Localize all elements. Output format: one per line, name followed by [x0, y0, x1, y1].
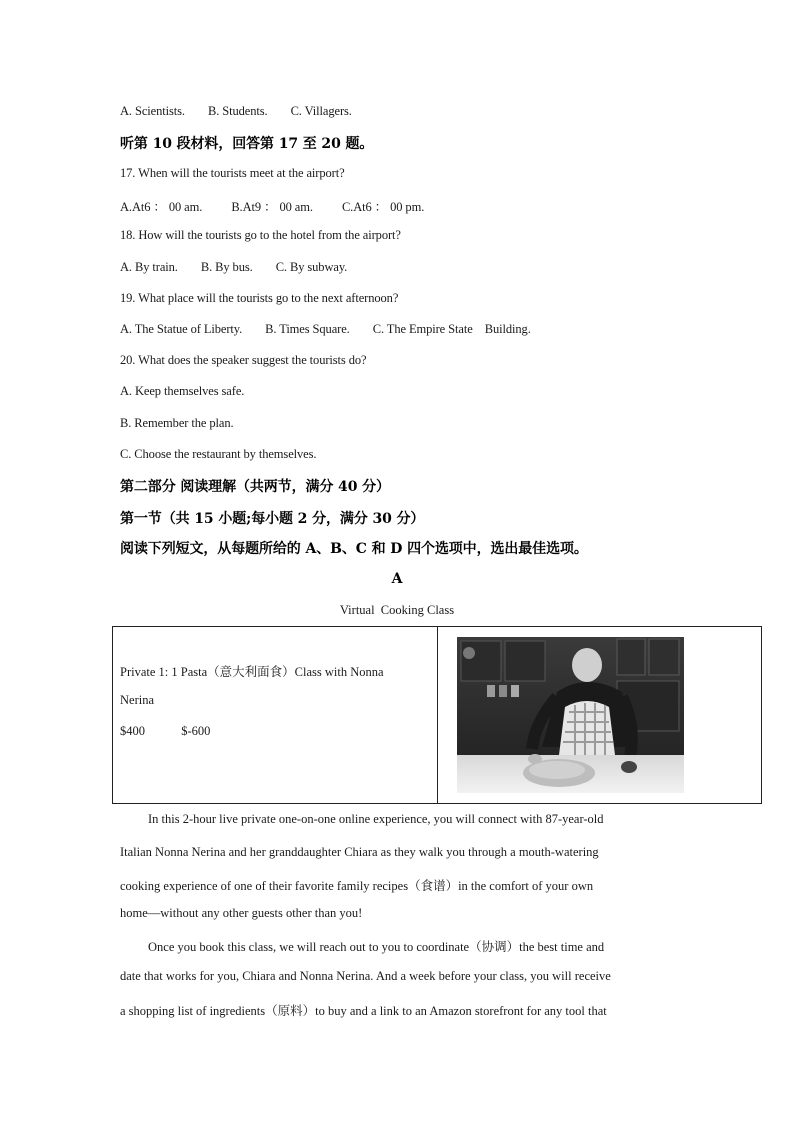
q17-question: 17. When will the tourists meet at the airport?	[120, 166, 345, 180]
q18-option-c: C. By subway.	[275, 260, 348, 274]
q17-option-c: C.At6 ： 00 pm.	[341, 200, 425, 214]
class-card	[112, 626, 762, 804]
q19-option-b: B. Times Square.	[265, 322, 350, 336]
paragraph1-line1: In this 2-hour live private one-on-one online experience, you will connect with 87-year-old	[148, 812, 604, 826]
paragraph2-line3: a shopping list of ingredients（原料）to buy and a link to an Amazon storefront for any tool that	[120, 1004, 607, 1018]
passage-letter: A	[391, 571, 403, 587]
price-high: $-600	[181, 724, 211, 738]
q19-option-c: C. The Empire State Building.	[372, 322, 531, 336]
q16-option-a: A. Scientists.	[120, 104, 185, 118]
q19-question: 19. What place will the tourists go to the next afternoon?	[120, 291, 399, 305]
card-divider	[437, 627, 438, 803]
section1-heading: 第一节（共 15 小题;每小题 2 分，满分 30 分）	[120, 511, 425, 527]
q16-option-c: C. Villagers.	[290, 104, 352, 118]
q18-option-b: B. By bus.	[200, 260, 253, 274]
q20-option-a: A. Keep themselves safe.	[120, 384, 245, 398]
part2-heading: 第二部分 阅读理解（共两节，满分 40 分）	[120, 479, 390, 495]
q20-option-b: B. Remember the plan.	[120, 416, 234, 430]
reading-instruction: 阅读下列短文，从每题所给的 A、B、C 和 D 四个选项中，选出最佳选项。	[120, 541, 588, 557]
section10-heading: 听第 10 段材料，回答第 17 至 20 题。	[120, 136, 374, 152]
paragraph1-line4: home—without any other guests other than you!	[120, 906, 363, 920]
q16-option-b: B. Students.	[207, 104, 268, 118]
card-title-line1: Private 1: 1 Pasta（意大利面食）Class with Nonna	[120, 665, 384, 679]
paragraph1-line2: Italian Nonna Nerina and her granddaughter Chiara as they walk you through a mouth-watering	[120, 845, 599, 859]
paragraph2-line2: date that works for you, Chiara and Nonna Nerina. And a week before your class, you will receive	[120, 969, 611, 983]
q19-option-a: A. The Statue of Liberty.	[120, 322, 243, 336]
card-price	[120, 724, 210, 739]
q18-question: 18. How will the tourists go to the hotel from the airport?	[120, 228, 401, 242]
q17-option-b: B.At9 ： 00 am.	[231, 200, 313, 214]
card-title-line2: Nerina	[120, 693, 155, 707]
q17-option-a: A.At6 ： 00 am.	[120, 200, 203, 214]
passage-title: Virtual Cooking Class	[339, 603, 455, 617]
price-low: $400	[120, 724, 145, 738]
q20-question: 20. What does the speaker suggest the tourists do?	[120, 353, 367, 367]
paragraph2-line1: Once you book this class, we will reach out to you to coordinate（协调）the best time and	[148, 940, 605, 954]
q18-option-a: A. By train.	[120, 260, 178, 274]
q19-options	[120, 322, 551, 337]
paragraph1-line3: cooking experience of one of their favorite family recipes（食谱）in the comfort of your own	[120, 879, 594, 893]
q18-options	[120, 260, 367, 275]
q17-options	[120, 197, 444, 215]
q16-options	[120, 104, 372, 119]
cooking-photo	[457, 637, 684, 793]
q20-option-c: C. Choose the restaurant by themselves.	[120, 447, 317, 461]
